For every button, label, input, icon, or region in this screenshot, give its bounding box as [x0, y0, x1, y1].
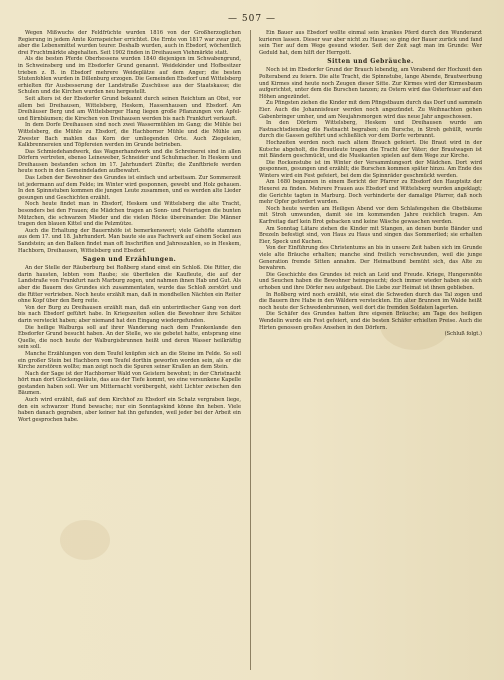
- paragraph: Wegen Mißwuchs der Feldfrüchte wurden 1816 von der Großherzoglichen Regierung in jedem Amte Kornspeicher errichtet. Die Ernte von 1817 war zwar gut, aber die Lebensmittel wurden teurer. Deshalb wurden, auch in Ebsdorf, wöchentlich drei Fruchtmärkte abgehalten. Seit 1902 finden in Dreihausen Viehmärkte statt.: [18, 30, 241, 56]
- page-number: — 507 —: [228, 14, 276, 24]
- paragraph: Die heilige Walburga soll auf ihrer Wanderung nach dem Frankenlande den Ebsdorfer Grund besucht haben. An der Stelle, wo sie gebetet hatte, entsprang eine Quelle, die noch heute der Walburgisbrunnen heißt und deren Wasser heilkräftig sein soll.: [18, 324, 241, 351]
- paragraph: Nach der Sage ist der Hachborner Wald von Geistern bewohnt; in der Christnacht hört man dort Glockengeläute, das aus der Tiefe kommt, wo eine versunkene Kapelle gestanden haben soll. Wer um Mitternacht vorübergeht, sieht Lichter zwischen den Bäumen.: [18, 370, 241, 397]
- left-column: [18, 30, 241, 672]
- paragraph: Seit alters ist der Ebsdorfer Grund bekannt durch seinen Reichtum an Obst, vor allem bei Dreihausen, Wittelsberg, Heskem, Hassenhausen und Ebsdorf. Am Dreihäuser Berg und am Wittelsberger Hang liegen große Pflanzungen von Apfel- und Birnbäumen; die Kirschen von Dreihausen werden bis nach Frankfurt verkauft.: [18, 95, 241, 122]
- paragraph: Die Geschichte des Grundes ist reich an Leid und Freude. Kriege, Hungersnöte und Seuchen haben die Bewohner heimgesucht; doch immer wieder haben sie sich erhoben und ihre Dörfer neu aufgebaut. Die Liebe zur Heimat ist ihnen geblieben.: [259, 271, 482, 291]
- section-heading: Sitten und Gebräuche.: [327, 58, 414, 66]
- paragraph: Noch ist im Ebsdorfer Grund der Brauch lebendig, am Vorabend der Hochzeit den Polterabend zu feiern. Die alte Tracht, die Spinnstube, lange Abende, Brautwerbung und Kirmes sind heute noch Zeugen dieser Sitte. Zur Kirmes wird der Kirmesbaum aufgerichtet, unter dem die Burschen tanzen; zu Ostern wird das Osterfeuer auf den Höhen angezündet.: [259, 67, 482, 100]
- paragraph: Als die besten Pferde Oberhessens wurden 1840 diejenigen im Schwabengrund, in Schweinsberg und im Ebsdorfer Grund genannt. Weidekinder und Hofbesitzer trieben z. B. in Ebsdorf mehrere Weideplätze auf dem Anger; die besten Stutenfohlen wurden in Dillenburg erzogen. Die Gemeinden Ebsdorf und Wittelsberg erhielten für Ausbesserung der Landstraße Zuschüsse aus der Staatskasse; die Schulen und die Kirchen wurden neu hergestellt.: [18, 56, 241, 96]
- paragraph: Das Leben der Bewohner des Grundes ist einfach und arbeitsam. Zur Sommerzeit ist jedermann auf dem Felde; im Winter wird gesponnen, gewebt und Holz gehauen. In den Spinnstuben kommen die jungen Leute zusammen, und es werden alte Lieder gesungen und Geschichten erzählt.: [18, 175, 241, 201]
- paragraph: Von der Einführung des Christentums an bis in unsere Zeit haben sich im Grunde viele alte Bräuche erhalten; manche sind freilich verschwunden, weil die junge Generation fremde Sitten annahm. Der Heimatbund bemüht sich, das Alte zu bewahren.: [259, 245, 482, 272]
- paragraph: In den Dörfern Wittelsberg, Heskem und Dreihausen wurde am Fastnachtsdienstag die Fastnacht begraben; ein Bursche, in Stroh gehüllt, wurde durch die Gassen geführt und schließlich vor dem Dorfe verbrannt.: [259, 120, 482, 140]
- paragraph: In dem Dorfe Dreihausen sind noch zwei Wassermühlen im Gang; die Mühle bei Wittelsberg, die Mühle zu Ebsdorf, die Hachborner Mühle und die Mühle am Zwester Bach mahlen das Korn der umliegenden Orte. Auch Ziegeleien, Kalkbrennereien und Töpfereien werden im Grunde betrieben.: [18, 122, 241, 149]
- paragraph: Auch wird erzählt, daß auf dem Kirchhof zu Ebsdorf ein Schatz vergraben liege, den ein schwarzer Hund bewache; nur ein Sonntagskind könne ihn heben. Viele haben danach gegraben, aber keiner hat ihn gefunden, weil jeder bei der Arbeit ein Wort gesprochen habe.: [18, 397, 241, 423]
- paragraph: Am Sonntag Lätare ziehen die Kinder mit Stangen, an denen bunte Bänder und Brezeln befestigt sind, von Haus zu Haus und singen das Sommerlied; sie erhalten Eier, Speck und Kuchen.: [259, 225, 482, 245]
- right-column: [259, 30, 482, 672]
- paragraph: In Roßberg wird noch erzählt, wie einst die Schweden durch das Tal zogen und die Bauern ihre Habe in den Wäldern versteckten. Ein alter Brunnen im Walde heißt noch heute der Schwedenbrunnen, weil dort die fremden Soldaten lagerten.: [259, 291, 482, 311]
- paragraph: Noch heute findet man in Ebsdorf, Heskem und Wittelsberg die alte Tracht, besonders bei den Frauen; die Mädchen tragen an Sonn- und Feiertagen die bunten Mützchen, die schwarzen Mieder und die vielen Röcke übereinander. Die Männer tragen den blauen Kittel und die Pelzmütze.: [18, 201, 241, 228]
- paragraph: Hochzeiten werden noch nach altem Brauch gefeiert. Die Braut wird in der Kutsche abgeholt, die Brautleute tragen die Tracht der Väter; der Brautwagen ist mit Bändern geschmückt, und die Musikanten spielen auf dem Wege zur Kirche.: [259, 139, 482, 160]
- paragraph: Auch die Erhaltung der Bauernhöfe ist bemerkenswert; viele Gehöfte stammen aus dem 17. und 18. Jahrhundert. Man baute sie aus Fachwerk auf einem Sockel aus Sandstein; an den Balken findet man oft Inschriften und Jahreszahlen, so in Heskem, Hachborn, Dreihausen, Wittelsberg und Ebsdorf.: [18, 227, 241, 254]
- paragraph: Noch heute werden am Heiligen Abend vor dem Schlafengehen die Obstbäume mit Stroh umwunden, damit sie im kommenden Jahre reichlich tragen. Am Karfreitag darf kein Brot gebacken und keine Wäsche gewaschen werden.: [259, 205, 482, 226]
- paragraph: Am 1680 begannen in einem Bericht der Pfarrer zu Ebsdorf den Hauptsitz der Hexerei zu finden. Mehrere Frauen aus Ebsdorf und Wittelsberg wurden angeklagt; die Gerichte tagten in Marburg. Doch verhinderte der damalige Pfarrer, daß noch mehr Opfer gefordert wurden.: [259, 179, 482, 206]
- paragraph: Die Rockenstube ist im Winter der Versammlungsort der Mädchen. Dort wird gesponnen, gesungen und erzählt; die Burschen kommen später hinzu. Am Ende des Winters wird ein Fest gefeiert, bei dem die Spinnräder geschmückt werden.: [259, 159, 482, 179]
- paragraph: Ein Bauer aus Ebsdorf wollte einmal sein krankes Pferd durch den Wunderarzt kurieren lassen. Dieser war aber nicht zu Hause; so ging der Bauer zurück und fand sein Tier auf dem Wege gesund wieder. Seit der Zeit sagt man im Grunde: Wer Geduld hat, dem hilft der Herrgott.: [259, 30, 482, 56]
- column-divider: [250, 30, 251, 670]
- paragraph: Das Schmiedehandwerk, das Wagnerhandwerk und die Schreinerei sind in allen Dörfern vertreten, ebenso Leineweber, Schneider und Schuhmacher. In Heskem und Dreihausen bestanden schon im 17. Jahrhundert Zünfte; die Zunftbriefe werden heute noch in den Gemeindeladen aufbewahrt.: [18, 148, 241, 175]
- paragraph: Zu Pfingsten ziehen die Kinder mit dem Pfingstbaum durch das Dorf und sammeln Eier. Auch die Johannisfeuer werden noch angezündet. Zu Weihnachten gehen Gabenbringer umher, und am Neujahrsmorgen wird das neue Jahr angeschossen.: [259, 100, 482, 120]
- paragraph: Manche Erzählungen von dem Teufel knüpfen sich an die Steine im Felde. So soll ein großer Stein bei Hachborn vom Teufel dorthin geworfen worden sein, als er die Kirche zerstören wollte; man zeigt noch die Spuren seiner Krallen an dem Stein.: [18, 350, 241, 371]
- continuation-note: (Schluß folgt.): [444, 331, 482, 338]
- paragraph: Von der Burg zu Dreihausen erzählt man, daß ein unterirdischer Gang von dort bis nach Ebsdorf geführt habe. In Kriegszeiten sollen die Bewohner ihre Schätze darin versteckt haben; aber niemand hat den Eingang wiedergefunden.: [18, 304, 241, 324]
- paragraph: Die Schäfer des Grundes hatten ihre eigenen Bräuche; am Tage des heiligen Wendelin wurde ein Fest gefeiert, und die besten Schäfer erhielten Preise. Auch die Hirten genossen großes Ansehen in den Dörfern.: [259, 311, 482, 331]
- section-heading: Sagen und Erzählungen.: [82, 256, 177, 264]
- paragraph: An der Stelle der Räuberburg bei Roßberg stand einst ein Schloß. Die Ritter, die darin hausten, lebten vom Raube; sie überfielen die Kaufleute, die auf der Landstraße von Frankfurt nach Marburg zogen, und nahmen ihnen Hab und Gut. Als aber die Bauern des Grundes sich zusammentaten, wurde das Schloß zerstört und die Ritter vertrieben. Noch heute erzählt man, daß in mondhellen Nächten ein Reiter ohne Kopf über den Berg reite.: [18, 265, 241, 305]
